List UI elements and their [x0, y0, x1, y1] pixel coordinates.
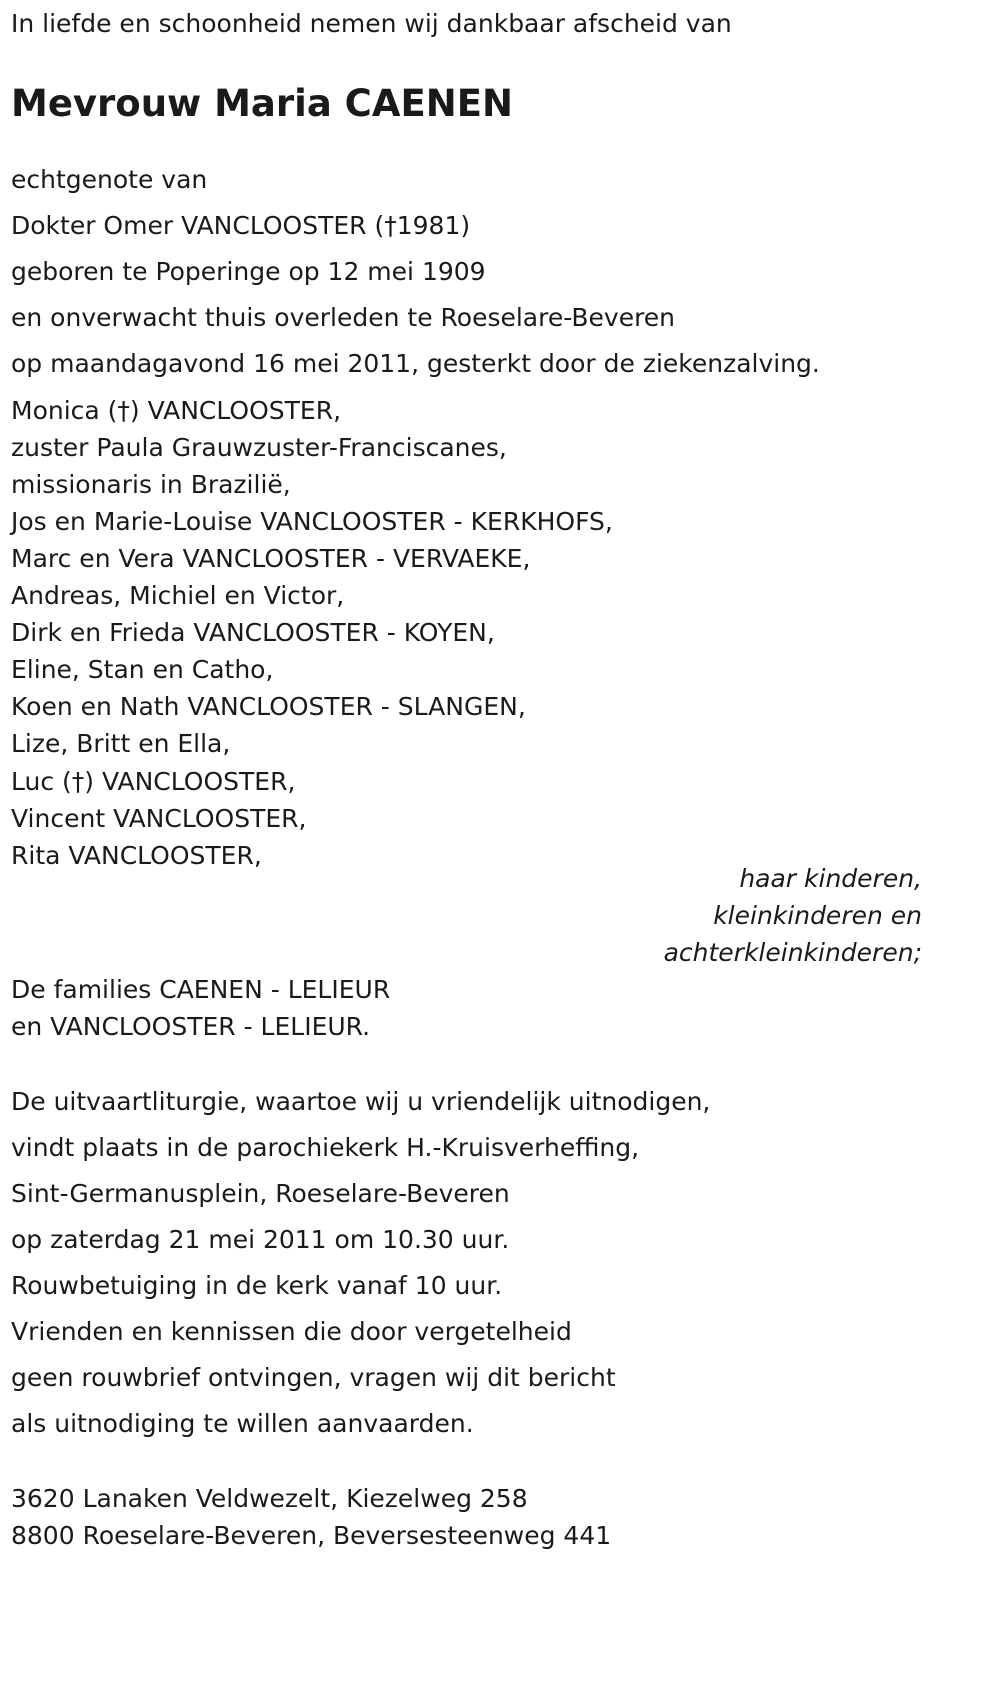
family-member: zuster Paula Grauwzuster-Franciscanes, [11, 433, 507, 462]
funeral-line: op zaterdag 21 mei 2011 om 10.30 uur. [11, 1225, 510, 1254]
funeral-line: als uitnodiging te willen aanvaarden. [11, 1409, 474, 1438]
detail-line: en onverwacht thuis overleden te Roeselare-Beveren [11, 303, 676, 332]
families-line: De families CAENEN - LELIEUR [11, 975, 391, 1004]
family-member: Jos en Marie-Louise VANCLOOSTER - KERKHOFS, [11, 507, 613, 536]
address-line: 8800 Roeselare-Beveren, Beversesteenweg 441 [11, 1521, 612, 1550]
address-line: 3620 Lanaken Veldwezelt, Kiezelweg 258 [11, 1484, 528, 1513]
family-member: Eline, Stan en Catho, [11, 655, 274, 684]
family-member: missionaris in Brazilië, [11, 470, 291, 499]
family-member: Marc en Vera VANCLOOSTER - VERVAEKE, [11, 544, 531, 573]
relation-line: haar kinderen, [739, 864, 922, 893]
funeral-line: vindt plaats in de parochiekerk H.-Kruisverheffing, [11, 1133, 640, 1162]
family-member: Luc (†) VANCLOOSTER, [11, 767, 296, 796]
family-member: Vincent VANCLOOSTER, [11, 804, 307, 833]
detail-line: Dokter Omer VANCLOOSTER (†1981) [11, 211, 471, 240]
detail-line: op maandagavond 16 mei 2011, gesterkt door de ziekenzalving. [11, 349, 820, 378]
detail-line: echtgenote van [11, 165, 208, 194]
deceased-name: Mevrouw Maria CAENEN [11, 82, 513, 125]
funeral-line: De uitvaartliturgie, waartoe wij u vriendelijk uitnodigen, [11, 1087, 711, 1116]
family-member: Dirk en Frieda VANCLOOSTER - KOYEN, [11, 618, 495, 647]
family-member: Lize, Britt en Ella, [11, 729, 231, 758]
funeral-line: Sint-Germanusplein, Roeselare-Beveren [11, 1179, 510, 1208]
relation-line: kleinkinderen en [713, 901, 922, 930]
family-member: Koen en Nath VANCLOOSTER - SLANGEN, [11, 692, 526, 721]
family-member: Rita VANCLOOSTER, [11, 841, 262, 870]
relation-line: achterkleinkinderen; [663, 938, 922, 967]
family-member: Monica (†) VANCLOOSTER, [11, 396, 342, 425]
families-line: en VANCLOOSTER - LELIEUR. [11, 1012, 371, 1041]
funeral-line: Vrienden en kennissen die door vergetelheid [11, 1317, 572, 1346]
intro-text: In liefde en schoonheid nemen wij dankbaar afscheid van [11, 9, 732, 38]
family-member: Andreas, Michiel en Victor, [11, 581, 345, 610]
funeral-line: geen rouwbrief ontvingen, vragen wij dit bericht [11, 1363, 616, 1392]
detail-line: geboren te Poperinge op 12 mei 1909 [11, 257, 486, 286]
funeral-line: Rouwbetuiging in de kerk vanaf 10 uur. [11, 1271, 503, 1300]
